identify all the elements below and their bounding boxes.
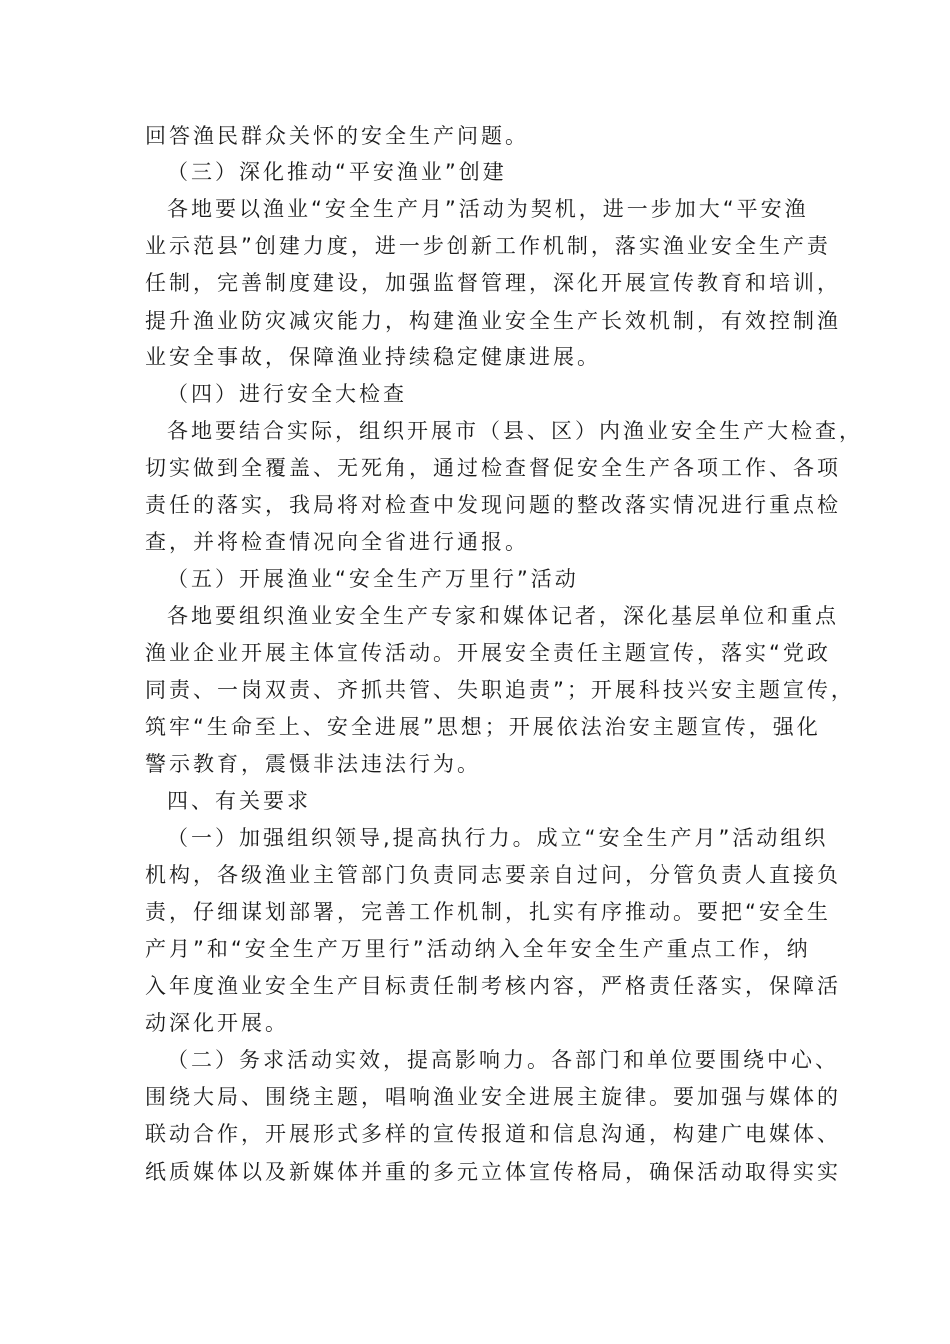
text-line: 各地要组织渔业安全生产专家和媒体记者，深化基层单位和重点 bbox=[167, 604, 839, 628]
text-line: 业示范县”创建力度，进一步创新工作机制，落实渔业安全生产责 bbox=[145, 234, 831, 258]
text-line: 警示教育，震慑非法违法行为。 bbox=[145, 752, 481, 776]
section-heading: （五）开展渔业“安全生产万里行”活动 bbox=[167, 567, 579, 591]
text-line: 动深化开展。 bbox=[145, 1011, 289, 1035]
text-line: 渔业企业开展主体宣传活动。开展安全责任主题宣传，落实“党政 bbox=[145, 641, 831, 665]
text-line: 各地要结合实际，组织开展市（县、区）内渔业安全生产大检查， bbox=[167, 419, 863, 443]
section-heading: （三）深化推动“平安渔业”创建 bbox=[167, 160, 507, 184]
text-line: 筑牢“生命至上、安全进展”思想；开展依法治安主题宣传，强化 bbox=[145, 715, 821, 739]
text-line: （二）务求活动实效，提高影响力。各部门和单位要围绕中心、 bbox=[167, 1048, 839, 1072]
text-line: 任制，完善制度建设，加强监督管理，深化开展宣传教育和培训， bbox=[145, 271, 841, 295]
text-line: 各地要以渔业“安全生产月”活动为契机，进一步加大“平安渔 bbox=[167, 197, 809, 221]
text-line: 围绕大局、围绕主题，唱响渔业安全进展主旋律。要加强与媒体的 bbox=[145, 1085, 841, 1109]
text-line: 产月”和“安全生产万里行”活动纳入全年安全生产重点工作，纳 bbox=[145, 937, 811, 961]
text-line: 责任的落实，我局将对检查中发现问题的整改落实情况进行重点检 bbox=[145, 493, 841, 517]
text-line: 入年度渔业安全生产目标责任制考核内容，严格责任落实，保障活 bbox=[145, 974, 841, 998]
text-line: 业安全事故，保障渔业持续稳定健康进展。 bbox=[145, 345, 601, 369]
text-line: 同责、一岗双责、齐抓共管、失职追责”；开展科技兴安主题宣传， bbox=[145, 678, 855, 702]
section-heading: （四）进行安全大检查 bbox=[167, 382, 407, 406]
text-line: 回答渔民群众关怀的安全生产问题。 bbox=[145, 124, 529, 148]
text-line: 联动合作，开展形式多样的宣传报道和信息沟通，构建广电媒体、 bbox=[145, 1122, 841, 1146]
text-line: （一）加强组织领导,提高执行力。成立“安全生产月”活动组织 bbox=[167, 826, 829, 850]
text-line: 纸质媒体以及新媒体并重的多元立体宣传格局，确保活动取得实实 bbox=[145, 1160, 841, 1184]
text-line: 查，并将检查情况向全省进行通报。 bbox=[145, 530, 529, 554]
text-line: 机构，各级渔业主管部门负责同志要亲自过问，分管负责人直接负 bbox=[145, 863, 841, 887]
text-line: 切实做到全覆盖、无死角，通过检查督促安全生产各项工作、各项 bbox=[145, 456, 841, 480]
section-heading: 四、有关要求 bbox=[167, 789, 311, 813]
text-line: 责，仔细谋划部署，完善工作机制，扎实有序推动。要把“安全生 bbox=[145, 900, 831, 924]
text-line: 提升渔业防灾减灾能力，构建渔业安全生产长效机制，有效控制渔 bbox=[145, 309, 841, 333]
